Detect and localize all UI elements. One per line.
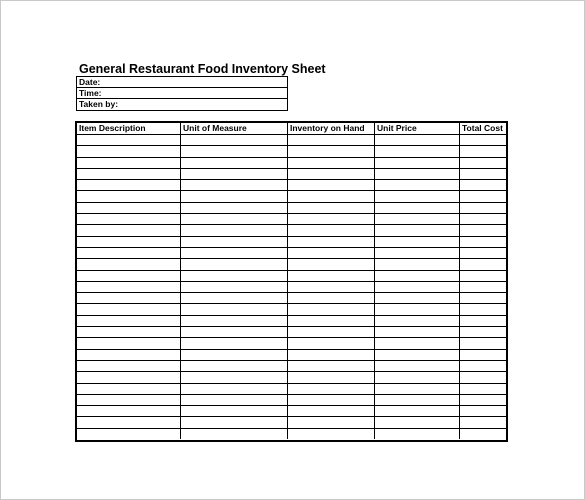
table-cell[interactable]: [77, 395, 181, 405]
table-cell[interactable]: [77, 135, 181, 145]
table-cell[interactable]: [460, 271, 506, 281]
table-row: [77, 237, 506, 248]
table-cell[interactable]: [288, 417, 375, 427]
table-cell[interactable]: [181, 191, 288, 201]
table-cell[interactable]: [77, 169, 181, 179]
table-row: [77, 316, 506, 327]
table-cell[interactable]: [375, 248, 460, 258]
table-cell[interactable]: [460, 169, 506, 179]
table-cell[interactable]: [460, 406, 506, 416]
table-row: [77, 169, 506, 180]
table-row: [77, 338, 506, 349]
date-field[interactable]: Date:: [77, 77, 287, 88]
table-cell[interactable]: [181, 169, 288, 179]
table-cell[interactable]: [77, 271, 181, 281]
table-cell[interactable]: [460, 293, 506, 303]
table-cell[interactable]: [288, 338, 375, 348]
table-cell[interactable]: [77, 158, 181, 168]
table-cell[interactable]: [460, 282, 506, 292]
table-cell[interactable]: [181, 304, 288, 314]
table-row: [77, 271, 506, 282]
table-cell[interactable]: [77, 237, 181, 247]
table-cell[interactable]: [181, 271, 288, 281]
table-cell[interactable]: [181, 406, 288, 416]
table-cell[interactable]: [375, 327, 460, 337]
table-row: [77, 293, 506, 304]
column-header-inventory-on-hand: Inventory on Hand: [288, 123, 375, 134]
table-cell[interactable]: [460, 248, 506, 258]
inventory-table: [75, 121, 508, 442]
table-cell[interactable]: [460, 259, 506, 269]
table-row: [77, 214, 506, 225]
table-cell[interactable]: [288, 271, 375, 281]
table-cell[interactable]: [375, 191, 460, 201]
table-cell[interactable]: [375, 316, 460, 326]
table-cell[interactable]: [288, 316, 375, 326]
table-cell[interactable]: [288, 203, 375, 213]
table-body: [77, 135, 506, 439]
column-header-unit-price: Unit Price: [375, 123, 460, 134]
table-cell[interactable]: [77, 406, 181, 416]
table-cell[interactable]: [181, 214, 288, 224]
table-cell[interactable]: [288, 429, 375, 439]
table-cell[interactable]: [288, 158, 375, 168]
table-cell[interactable]: [181, 237, 288, 247]
table-cell[interactable]: [181, 395, 288, 405]
table-cell[interactable]: [181, 350, 288, 360]
table-row: [77, 158, 506, 169]
table-cell[interactable]: [460, 146, 506, 156]
column-header-item-description: Item Description: [77, 123, 181, 134]
table-cell[interactable]: [77, 304, 181, 314]
table-cell[interactable]: [181, 372, 288, 382]
table-cell[interactable]: [460, 316, 506, 326]
table-row: [77, 203, 506, 214]
table-cell[interactable]: [375, 158, 460, 168]
table-cell[interactable]: [77, 372, 181, 382]
table-row: [77, 327, 506, 338]
table-cell[interactable]: [77, 338, 181, 348]
table-cell[interactable]: [460, 429, 506, 439]
table-row: [77, 361, 506, 372]
table-cell[interactable]: [375, 237, 460, 247]
table-cell[interactable]: [77, 248, 181, 258]
table-row: [77, 248, 506, 259]
table-cell[interactable]: [77, 282, 181, 292]
table-cell[interactable]: [77, 361, 181, 371]
table-cell[interactable]: [181, 158, 288, 168]
table-cell[interactable]: [375, 293, 460, 303]
table-cell[interactable]: [288, 395, 375, 405]
table-cell[interactable]: [288, 361, 375, 371]
table-cell[interactable]: [375, 384, 460, 394]
table-cell[interactable]: [460, 350, 506, 360]
table-cell[interactable]: [288, 237, 375, 247]
table-cell[interactable]: [181, 327, 288, 337]
table-cell[interactable]: [77, 384, 181, 394]
table-cell[interactable]: [460, 372, 506, 382]
table-cell[interactable]: [460, 191, 506, 201]
table-header-row: [77, 123, 506, 135]
table-cell[interactable]: [77, 203, 181, 213]
table-row: [77, 259, 506, 270]
table-cell[interactable]: [375, 180, 460, 190]
table-cell[interactable]: [77, 293, 181, 303]
table-cell[interactable]: [288, 248, 375, 258]
table-cell[interactable]: [181, 429, 288, 439]
table-cell[interactable]: [460, 180, 506, 190]
table-cell[interactable]: [375, 214, 460, 224]
table-cell[interactable]: [181, 316, 288, 326]
table-cell[interactable]: [375, 282, 460, 292]
table-cell[interactable]: [181, 338, 288, 348]
table-cell[interactable]: [375, 203, 460, 213]
table-cell[interactable]: [77, 180, 181, 190]
table-cell[interactable]: [288, 406, 375, 416]
table-cell[interactable]: [288, 135, 375, 145]
sheet-title: General Restaurant Food Inventory Sheet: [79, 62, 326, 76]
table-cell[interactable]: [375, 169, 460, 179]
table-cell[interactable]: [460, 417, 506, 427]
table-cell[interactable]: [288, 282, 375, 292]
table-cell[interactable]: [77, 350, 181, 360]
table-row: [77, 135, 506, 146]
table-cell[interactable]: [288, 259, 375, 269]
table-cell[interactable]: [375, 225, 460, 235]
table-cell[interactable]: [181, 384, 288, 394]
table-cell[interactable]: [77, 417, 181, 427]
table-cell[interactable]: [375, 135, 460, 145]
table-cell[interactable]: [181, 135, 288, 145]
table-cell[interactable]: [77, 146, 181, 156]
table-cell[interactable]: [181, 225, 288, 235]
table-row: [77, 406, 506, 417]
table-cell[interactable]: [288, 293, 375, 303]
table-cell[interactable]: [181, 248, 288, 258]
table-cell[interactable]: [375, 304, 460, 314]
table-row: [77, 372, 506, 383]
table-cell[interactable]: [460, 135, 506, 145]
table-cell[interactable]: [460, 237, 506, 247]
taken-by-field[interactable]: Taken by:: [79, 99, 119, 109]
table-cell[interactable]: [460, 225, 506, 235]
table-cell[interactable]: [460, 395, 506, 405]
table-row: [77, 191, 506, 202]
table-cell[interactable]: [375, 338, 460, 348]
table-row: [77, 225, 506, 236]
table-cell[interactable]: [77, 259, 181, 269]
table-cell[interactable]: [375, 406, 460, 416]
table-cell[interactable]: [375, 361, 460, 371]
table-cell[interactable]: [375, 372, 460, 382]
table-cell[interactable]: [375, 146, 460, 156]
table-cell[interactable]: [181, 146, 288, 156]
table-cell[interactable]: [77, 429, 181, 439]
table-row: [77, 384, 506, 395]
table-cell[interactable]: [288, 191, 375, 201]
table-cell[interactable]: [375, 271, 460, 281]
table-cell[interactable]: [77, 225, 181, 235]
time-field[interactable]: Time:: [77, 88, 287, 99]
table-cell[interactable]: [288, 146, 375, 156]
table-cell[interactable]: [460, 361, 506, 371]
table-cell[interactable]: [181, 203, 288, 213]
table-cell[interactable]: [288, 350, 375, 360]
table-row: [77, 429, 506, 439]
table-cell[interactable]: [288, 327, 375, 337]
table-cell[interactable]: [288, 384, 375, 394]
table-cell[interactable]: [460, 203, 506, 213]
column-header-unit-of-measure: Unit of Measure: [181, 123, 288, 134]
table-cell[interactable]: [460, 214, 506, 224]
table-row: [77, 395, 506, 406]
table-row: [77, 146, 506, 157]
table-cell[interactable]: [288, 169, 375, 179]
table-row: [77, 304, 506, 315]
table-cell[interactable]: [375, 395, 460, 405]
table-cell[interactable]: [288, 214, 375, 224]
table-cell[interactable]: [77, 327, 181, 337]
meta-info-box: [76, 76, 288, 111]
table-cell[interactable]: [460, 158, 506, 168]
table-cell[interactable]: [460, 304, 506, 314]
table-cell[interactable]: [375, 417, 460, 427]
table-cell[interactable]: [288, 304, 375, 314]
table-cell[interactable]: [460, 338, 506, 348]
table-cell[interactable]: [77, 191, 181, 201]
table-cell[interactable]: [181, 361, 288, 371]
table-cell[interactable]: [288, 372, 375, 382]
table-cell[interactable]: [460, 327, 506, 337]
table-cell[interactable]: [375, 259, 460, 269]
table-cell[interactable]: [181, 293, 288, 303]
table-cell[interactable]: [288, 225, 375, 235]
table-cell[interactable]: [181, 282, 288, 292]
table-cell[interactable]: [181, 417, 288, 427]
table-row: [77, 282, 506, 293]
table-cell[interactable]: [77, 316, 181, 326]
table-row: [77, 180, 506, 191]
table-row: [77, 417, 506, 428]
table-cell[interactable]: [181, 180, 288, 190]
table-cell[interactable]: [288, 180, 375, 190]
table-cell[interactable]: [77, 214, 181, 224]
table-cell[interactable]: [375, 350, 460, 360]
table-cell[interactable]: [181, 259, 288, 269]
column-header-total-cost: Total Cost: [462, 123, 503, 133]
table-row: [77, 350, 506, 361]
table-cell[interactable]: [460, 384, 506, 394]
table-cell[interactable]: [375, 429, 460, 439]
